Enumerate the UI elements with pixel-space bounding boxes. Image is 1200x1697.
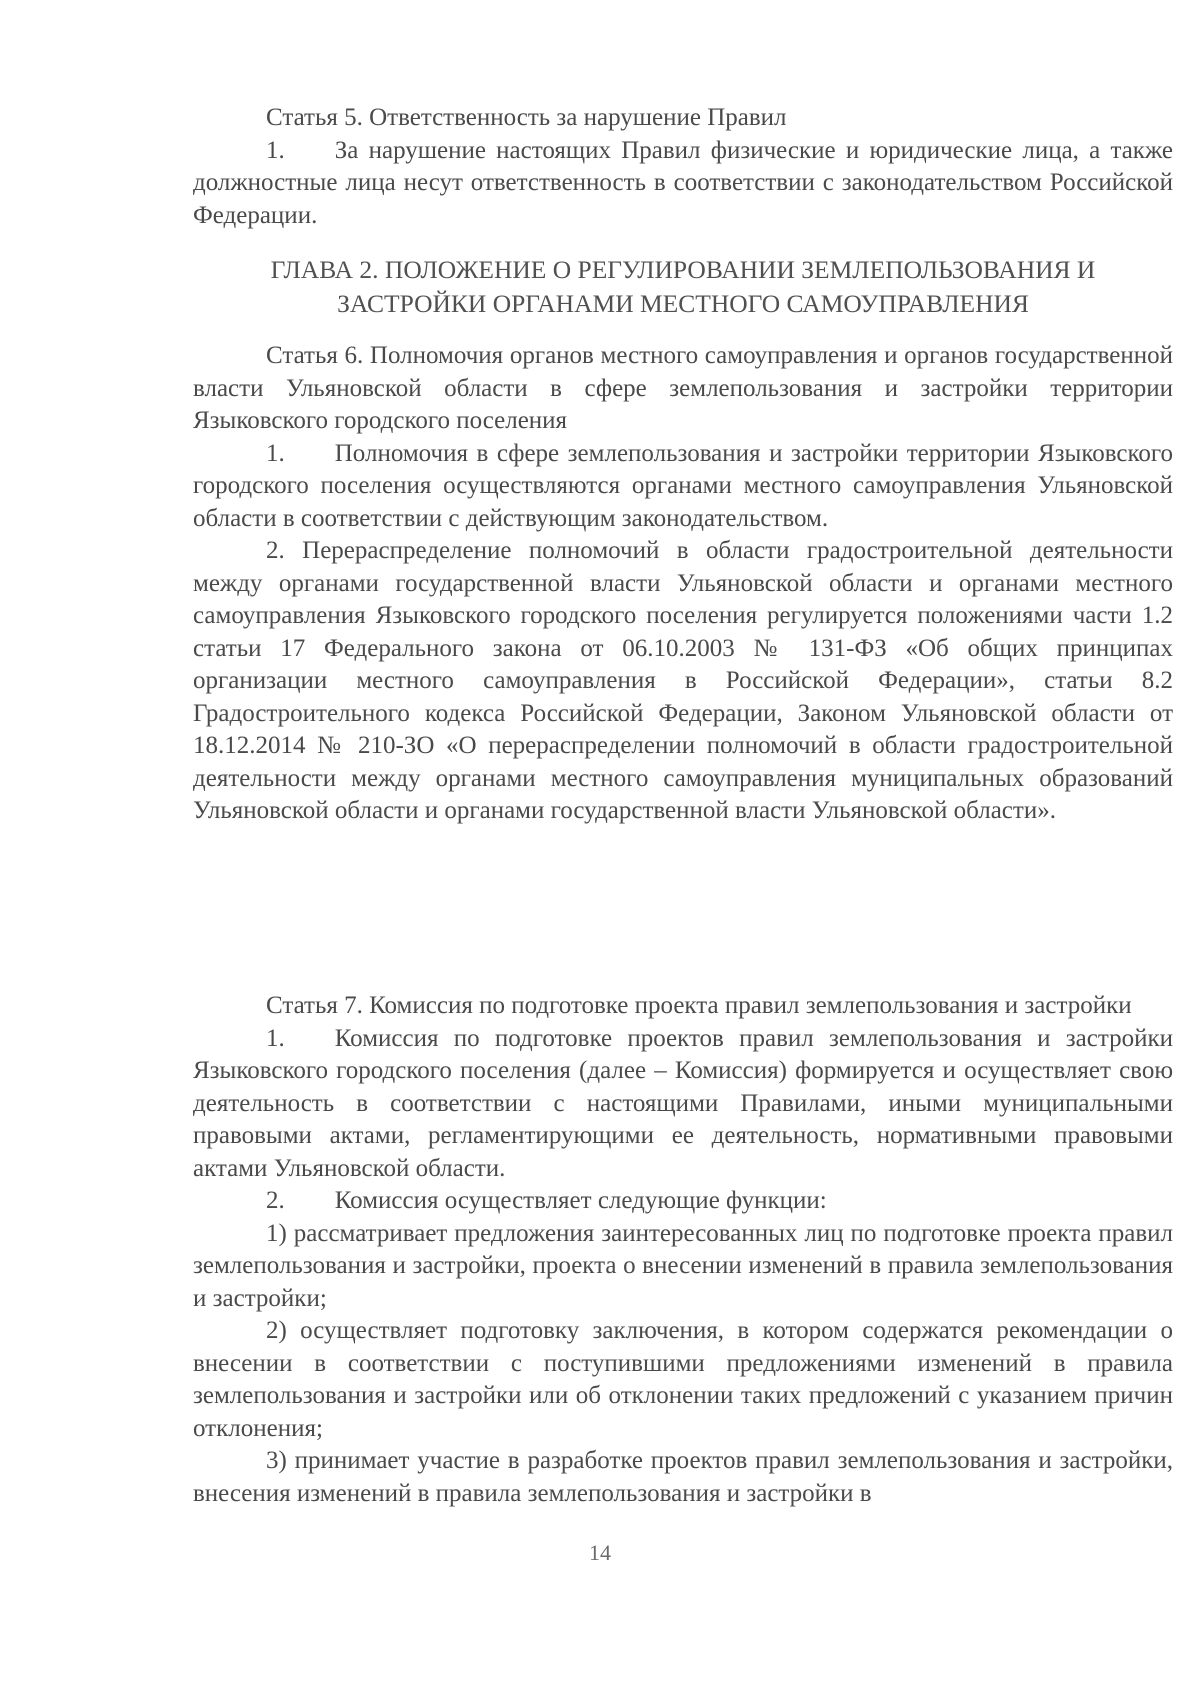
section-article-5 (193, 102, 1173, 232)
chapter-2-heading-line-1: ГЛАВА 2. ПОЛОЖЕНИЕ О РЕГУЛИРОВАНИИ ЗЕМЛЕПОЛЬЗОВАНИЯ И (270, 255, 1096, 284)
article-5-title: Статья 5. Ответственность за нарушение Правил (266, 104, 787, 131)
chapter-2-heading-line-2: ЗАСТРОЙКИ ОРГАНАМИ МЕСТНОГО САМОУПРАВЛЕНИЯ (337, 289, 1029, 318)
article-6-paragraph-2: 2. Перераспределение полномочий в области градостроительной деятельности между органами государственной власти Ульяновской области и органами местного самоуправления Языковского городского поселения регулируется положениями части 1.2 статьи 17 Федерального закона от 06.10.2003 № 131-ФЗ «Об общих принципах организации местного самоуправления в Российской Федерации», статьи 8.2 Градостроительного кодекса Российской Федерации, Законом Ульяновской области от 18.12.2014 № 210-ЗО «О перераспределении полномочий в области градостроительной деятельности между органами местного самоуправления муниципальных образований Ульяновской области и органами государственной власти Ульяновской области». (193, 537, 1173, 824)
article-7-paragraph-1: 1. Комиссия по подготовке проектов правил землепользования и застройки Языковского городского поселения (далее – Комиссия) формируется и осуществляет свою деятельность в соответствии с настоящими Правилами, иными муниципальными правовыми актами, регламентирующими ее деятельность, нормативными правовыми актами Ульяновской области. (193, 1024, 1173, 1182)
article-6-title: Статья 6. Полномочия органов местного самоуправления и органов государственной власти Ульяновской области в сфере землепользования и застройки территории Языковского городского поселения (193, 342, 1173, 434)
article-7-function-3: 3) принимает участие в разработке проектов правил землепользования и застройки, внесения изменений в правила землепользования и застройки в (193, 1447, 1173, 1507)
article-5-paragraph-1: 1. За нарушение настоящих Правил физические и юридические лица, а также должностные лица несут ответственность в соответствии с законодательством Российской Федерации. (193, 136, 1173, 229)
section-article-6 (193, 340, 1173, 828)
section-article-7 (193, 990, 1173, 1510)
page-number: 14 (589, 1540, 611, 1565)
article-7-title: Статья 7. Комиссия по подготовке проекта правил землепользования и застройки (266, 992, 1132, 1019)
article-7-paragraph-2: 2. Комиссия осуществляет следующие функции: (266, 1187, 827, 1214)
article-6-paragraph-1: 1. Полномочия в сфере землепользования и застройки территории Языковского городского поселения осуществляются органами местного самоуправления Ульяновской области в соответствии с действующим законодательством. (193, 439, 1173, 532)
article-7-function-2: 2) осуществляет подготовку заключения, в котором содержатся рекомендации о внесении в соответствии с поступившими предложениями изменений в правила землепользования и застройки или об отклонении таких предложений с указанием причин отклонения; (193, 1317, 1173, 1442)
article-7-function-1: 1) рассматривает предложения заинтересованных лиц по подготовке проекта правил землепользования и застройки, проекта о внесении изменений в правила землепользования и застройки; (193, 1219, 1173, 1312)
chapter-2-heading (193, 253, 1173, 321)
